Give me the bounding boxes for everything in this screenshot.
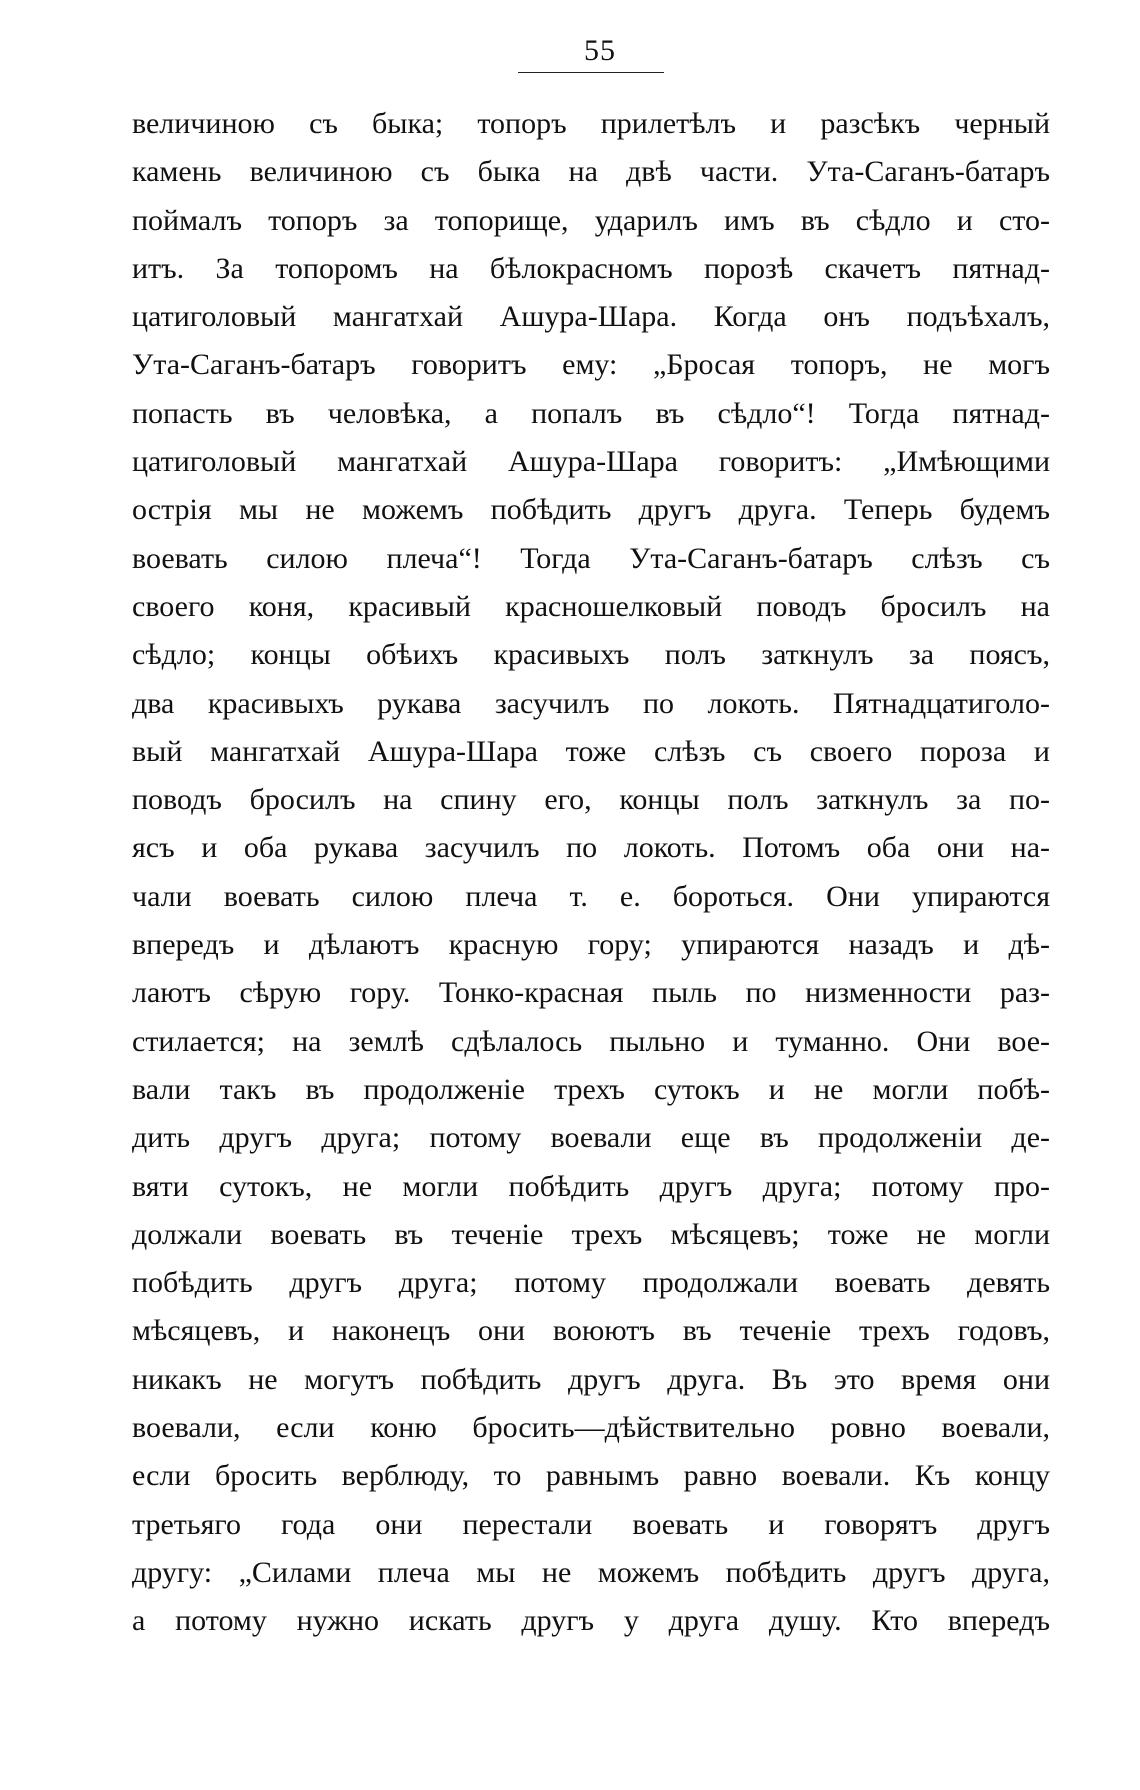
text-line: побѣдить другъ друга; потому продолжали воевать девять	[132, 1266, 1050, 1300]
text-line: воевать силою плеча“! Тогда Ута-Саганъ-батаръ слѣзъ съ	[132, 541, 1050, 575]
text-line: сѣдло; концы обѣихъ красивыхъ полъ заткнулъ за поясъ,	[132, 638, 1050, 672]
text-line: вый мангатхай Ашура-Шара тоже слѣзъ съ своего пороза и	[132, 734, 1050, 768]
text-line: поймалъ топоръ за топорище, ударилъ имъ въ сѣдло и сто-	[132, 203, 1050, 237]
text-line: дить другъ друга; потому воевали еще въ продолженіи де-	[132, 1121, 1050, 1155]
text-line: своего коня, красивый красношелковый поводъ бросилъ на	[132, 589, 1050, 623]
text-line: вали такъ въ продолженіе трехъ сутокъ и не могли побѣ-	[132, 1072, 1050, 1106]
page-number-rule	[518, 72, 664, 73]
text-line: мѣсяцевъ, и наконецъ они воюютъ въ теченіе трехъ годовъ,	[132, 1314, 1050, 1348]
text-line: итъ. За топоромъ на бѣлокрасномъ порозѣ скачетъ пятнад-	[132, 251, 1050, 285]
text-line: чали воевать силою плеча т. е. бороться. Они упираются	[132, 879, 1050, 913]
text-line: Ута-Саганъ-батаръ говоритъ ему: „Бросая топоръ, не могъ	[132, 348, 1050, 382]
text-line: поводъ бросилъ на спину его, концы полъ заткнулъ за по-	[132, 783, 1050, 817]
text-line: ясъ и оба рукава засучилъ по локоть. Потомъ оба они на-	[132, 831, 1050, 865]
text-line: если бросить верблюду, то равнымъ равно воевали. Къ концу	[132, 1459, 1050, 1493]
text-line: стилается; на землѣ сдѣлалось пыльно и туманно. Они вое-	[132, 1024, 1050, 1058]
text-line: третьяго года они перестали воевать и говорятъ другъ	[132, 1507, 1050, 1541]
text-line: два красивыхъ рукава засучилъ по локоть. Пятнадцатиголо-	[132, 686, 1050, 720]
text-line: другу: „Силами плеча мы не можемъ побѣдить другъ друга,	[132, 1555, 1050, 1589]
text-line: впередъ и дѣлаютъ красную гору; упираются назадъ и дѣ-	[132, 928, 1050, 962]
text-line: камень величиною съ быка на двѣ части. Ута-Саганъ-батаръ	[132, 155, 1050, 189]
text-line: цатиголовый мангатхай Ашура-Шара говоритъ: „Имѣющими	[132, 445, 1050, 479]
text-line: а потому нужно искать другъ у друга душу. Кто впередъ	[132, 1604, 1050, 1638]
text-line: попасть въ человѣка, а попалъ въ сѣдло“! Тогда пятнад-	[132, 396, 1050, 430]
text-line: никакъ не могутъ побѣдить другъ друга. Въ это время они	[132, 1362, 1050, 1396]
text-line: цатиголовый мангатхай Ашура-Шара. Когда онъ подъѣхалъ,	[132, 300, 1050, 334]
text-line: должали воевать въ теченіе трехъ мѣсяцевъ; тоже не могли	[132, 1217, 1050, 1251]
page-number: 55	[584, 34, 616, 67]
text-line: воевали, если коню бросить—дѣйствительно ровно воевали,	[132, 1411, 1050, 1445]
text-line: вяти сутокъ, не могли побѣдить другъ друга; потому про-	[132, 1169, 1050, 1203]
text-line: лаютъ сѣрую гору. Тонко-красная пыль по низменности раз-	[132, 976, 1050, 1010]
body-text	[132, 100, 1050, 1646]
text-line: острія мы не можемъ побѣдить другъ друга. Теперь будемъ	[132, 493, 1050, 527]
text-line: величиною съ быка; топоръ прилетѣлъ и разсѣкъ черный	[132, 107, 1050, 140]
